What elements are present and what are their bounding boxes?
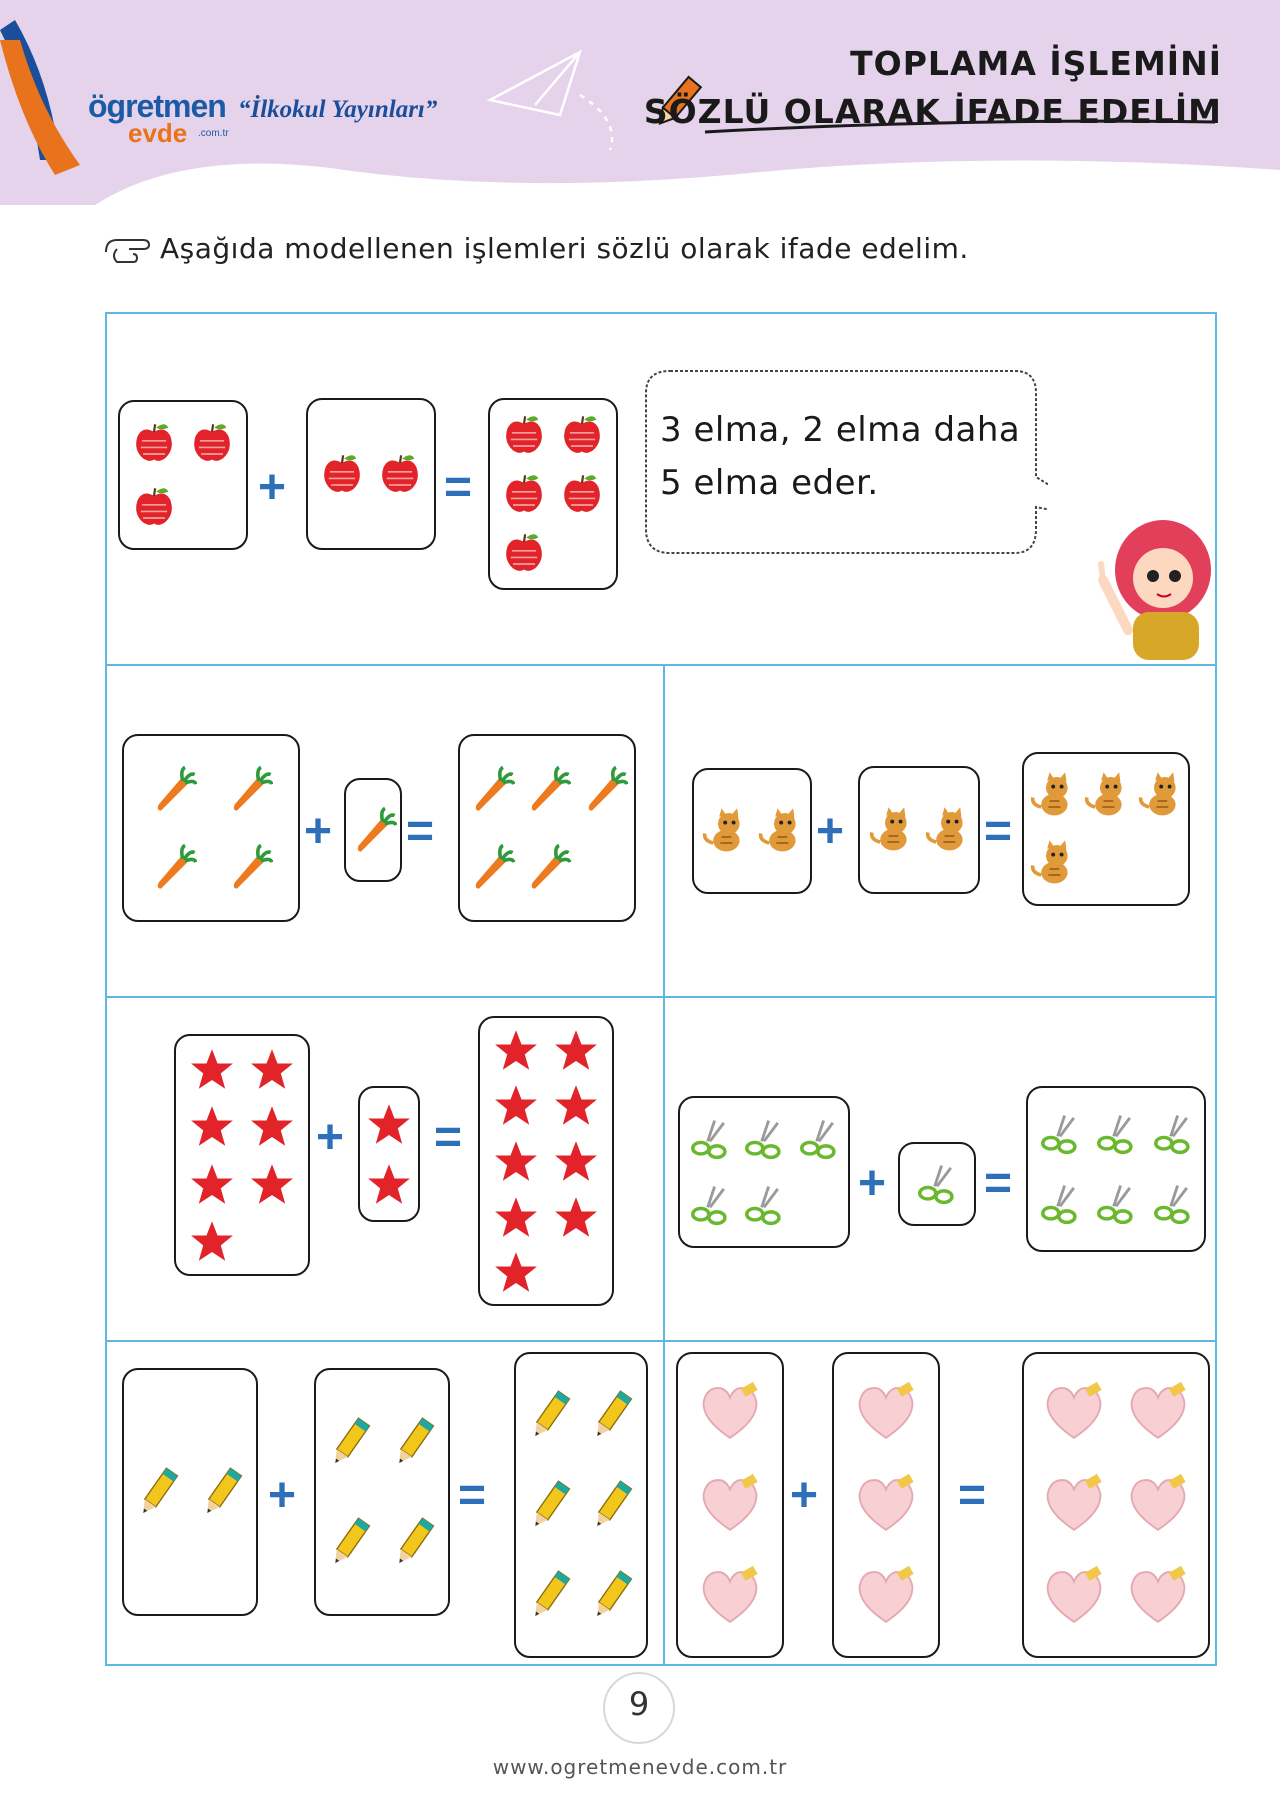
- logo-text-bottom: evde: [128, 118, 188, 148]
- heart-icon: [855, 1474, 917, 1540]
- heart-icon: [1127, 1474, 1189, 1540]
- logo-domain: .com.tr: [198, 128, 229, 139]
- scissors-icon: [741, 1116, 787, 1166]
- carrot-icon: [349, 806, 397, 858]
- page-header: [0, 0, 1280, 215]
- apple-icon: [502, 472, 546, 520]
- grid-divider-vertical: [663, 666, 665, 1664]
- plus-sign: +: [316, 1111, 345, 1164]
- pencil-icon: [585, 1568, 639, 1626]
- carrot-icon: [149, 843, 197, 895]
- star-icon: [494, 1195, 538, 1243]
- brand-tagline: “İlkokul Yayınları”: [238, 96, 438, 123]
- apple-icon: [132, 421, 176, 469]
- pencil-icon: [131, 1465, 185, 1523]
- star-icon: [190, 1219, 234, 1267]
- equals-sign: =: [958, 1469, 987, 1522]
- scissors-icon: [1150, 1181, 1196, 1231]
- star-icon: [367, 1102, 411, 1150]
- scissors-icon: [687, 1116, 733, 1166]
- pencil-icon: [387, 1415, 441, 1473]
- heart-icon: [1043, 1382, 1105, 1448]
- apple-icon: [320, 452, 364, 500]
- heart-icon: [699, 1474, 761, 1540]
- star-icon: [190, 1162, 234, 1210]
- equals-sign: =: [434, 1111, 463, 1164]
- scissors-icon: [796, 1116, 842, 1166]
- star-icon: [190, 1047, 234, 1095]
- cat-icon: [867, 806, 915, 858]
- star-icon: [554, 1195, 598, 1243]
- heart-icon: [1043, 1474, 1105, 1540]
- star-icon: [494, 1250, 538, 1298]
- speech-bubble: [640, 367, 1048, 557]
- carrot-icon: [523, 843, 571, 895]
- pencil-icon: [323, 1415, 377, 1473]
- star-icon: [554, 1083, 598, 1131]
- footer-url: www.ogretmenevde.com.tr: [492, 1755, 788, 1779]
- scissors-icon: [1093, 1111, 1139, 1161]
- heart-icon: [855, 1382, 917, 1448]
- cat-icon: [1082, 771, 1130, 823]
- cat-icon: [1136, 771, 1184, 823]
- plus-sign: +: [816, 805, 845, 858]
- instruction-text: Aşağıda modellenen işlemleri sözlü olarak ifade edelim.: [160, 232, 969, 265]
- star-icon: [494, 1139, 538, 1187]
- cat-icon: [700, 807, 748, 859]
- pencil-icon: [523, 1388, 577, 1446]
- speech-line-1: 3 elma, 2 elma daha: [660, 410, 1021, 450]
- plus-sign: +: [304, 805, 333, 858]
- plus-sign: +: [258, 461, 287, 514]
- heart-icon: [1127, 1382, 1189, 1448]
- cat-icon: [1028, 771, 1076, 823]
- girl-character-icon: [1083, 500, 1213, 660]
- cat-icon: [923, 806, 971, 858]
- star-icon: [250, 1104, 294, 1152]
- heart-icon: [699, 1382, 761, 1448]
- speech-line-2: 5 elma eder.: [660, 463, 879, 503]
- equals-sign: =: [984, 1157, 1013, 1210]
- pencil-icon: [585, 1388, 639, 1446]
- pencil-icon: [523, 1478, 577, 1536]
- star-icon: [190, 1104, 234, 1152]
- scissors-icon: [741, 1182, 787, 1232]
- equals-sign: =: [984, 805, 1013, 858]
- apple-icon: [378, 452, 422, 500]
- heart-icon: [1127, 1566, 1189, 1632]
- pencil-icon: [585, 1478, 639, 1536]
- pencil-icon: [387, 1515, 441, 1573]
- pencil-icon: [523, 1568, 577, 1626]
- carrot-icon: [225, 843, 273, 895]
- star-icon: [554, 1139, 598, 1187]
- page-title-line1: TOPLAMA İŞLEMİNİ: [850, 44, 1222, 83]
- pointing-hand-icon: [103, 230, 153, 272]
- apple-icon: [132, 485, 176, 533]
- star-icon: [367, 1162, 411, 1210]
- group-box: [314, 1368, 450, 1616]
- carrot-icon: [580, 765, 628, 817]
- grid-divider: [107, 996, 1215, 998]
- scissors-icon: [914, 1161, 960, 1211]
- star-icon: [250, 1047, 294, 1095]
- carrot-icon: [225, 765, 273, 817]
- apple-icon: [190, 421, 234, 469]
- heart-icon: [1043, 1566, 1105, 1632]
- scissors-icon: [1093, 1181, 1139, 1231]
- star-icon: [250, 1162, 294, 1210]
- logo-text-top: ögretmen: [88, 88, 226, 124]
- apple-icon: [502, 413, 546, 461]
- equals-sign: =: [458, 1469, 487, 1522]
- star-icon: [554, 1028, 598, 1076]
- carrot-icon: [523, 765, 571, 817]
- pencil-icon: [323, 1515, 377, 1573]
- scissors-icon: [687, 1182, 733, 1232]
- cat-icon: [1028, 839, 1076, 891]
- scissors-icon: [1150, 1111, 1196, 1161]
- grid-divider: [107, 1340, 1215, 1342]
- carrot-icon: [149, 765, 197, 817]
- plus-sign: +: [790, 1469, 819, 1522]
- scissors-icon: [1037, 1181, 1083, 1231]
- apple-icon: [560, 472, 604, 520]
- plus-sign: +: [858, 1157, 887, 1210]
- heart-icon: [699, 1566, 761, 1632]
- apple-icon: [502, 531, 546, 579]
- equals-sign: =: [444, 461, 473, 514]
- grid-divider: [107, 664, 1215, 666]
- apple-icon: [560, 413, 604, 461]
- carrot-icon: [467, 843, 515, 895]
- page-title-line2: SÖZLÜ OLARAK İFADE EDELİM: [643, 92, 1222, 131]
- heart-icon: [855, 1566, 917, 1632]
- equals-sign: =: [406, 805, 435, 858]
- pencil-icon: [195, 1465, 249, 1523]
- star-icon: [494, 1028, 538, 1076]
- star-icon: [494, 1083, 538, 1131]
- cat-icon: [756, 807, 804, 859]
- carrot-icon: [467, 765, 515, 817]
- plus-sign: +: [268, 1469, 297, 1522]
- scissors-icon: [1037, 1111, 1083, 1161]
- page-number: 9: [628, 1685, 650, 1723]
